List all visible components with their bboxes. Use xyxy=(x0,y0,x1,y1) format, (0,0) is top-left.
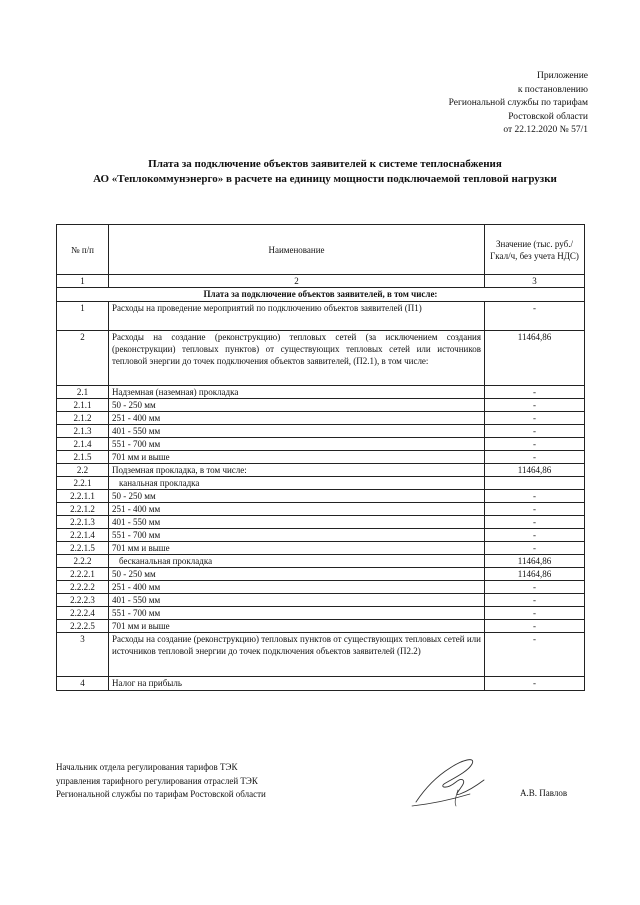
row-value: - xyxy=(485,399,585,412)
table-row xyxy=(57,451,585,464)
row-value: 11464,86 xyxy=(485,331,585,386)
table-row xyxy=(57,399,585,412)
table-row xyxy=(57,490,585,503)
table-row xyxy=(57,607,585,620)
column-number-row xyxy=(57,275,585,288)
row-num: 2.2.2.1 xyxy=(57,568,109,581)
signatory-position xyxy=(56,761,266,802)
table-row xyxy=(57,438,585,451)
column-number: 2 xyxy=(109,275,485,288)
row-value: - xyxy=(485,386,585,399)
row-num: 1 xyxy=(57,302,109,331)
row-name: Подземная прокладка, в том числе: xyxy=(109,464,485,477)
row-value: - xyxy=(485,542,585,555)
row-name: канальная прокладка xyxy=(109,477,485,490)
row-name: 50 - 250 мм xyxy=(109,490,485,503)
table-row xyxy=(57,594,585,607)
row-name: 401 - 550 мм xyxy=(109,516,485,529)
table-row xyxy=(57,412,585,425)
row-name: Расходы на создание (реконструкцию) тепловых пунктов от существующих тепловых сетей или источников тепловой энергии до точек подключения объектов заявителей (П2.2) xyxy=(109,633,485,677)
row-num: 2.2.1.4 xyxy=(57,529,109,542)
table-row xyxy=(57,542,585,555)
row-name: 251 - 400 мм xyxy=(109,412,485,425)
appendix-line: Приложение xyxy=(537,71,588,81)
tariff-table xyxy=(56,224,585,691)
row-num: 2.2.2 xyxy=(57,555,109,568)
row-value: - xyxy=(485,607,585,620)
row-num: 3 xyxy=(57,633,109,677)
table-row xyxy=(57,386,585,399)
header-value: Значение (тыс. руб./Гкал/ч, без учета НДС) xyxy=(485,225,585,275)
row-name: 50 - 250 мм xyxy=(109,399,485,412)
row-num: 2.1.5 xyxy=(57,451,109,464)
header-name: Наименование xyxy=(109,225,485,275)
row-num: 2.2.1.1 xyxy=(57,490,109,503)
row-num: 2.2.2.3 xyxy=(57,594,109,607)
row-num: 2.2 xyxy=(57,464,109,477)
row-name: 401 - 550 мм xyxy=(109,594,485,607)
row-name: Расходы на проведение мероприятий по подключению объектов заявителей (П1) xyxy=(109,302,485,331)
row-value: 11464,86 xyxy=(485,555,585,568)
row-name: бесканальная прокладка xyxy=(109,555,485,568)
document-title xyxy=(40,157,610,187)
table-row xyxy=(57,620,585,633)
appendix-line: от 22.12.2020 № 57/1 xyxy=(503,125,588,135)
row-name: 551 - 700 мм xyxy=(109,438,485,451)
row-value: 11464,86 xyxy=(485,464,585,477)
signer-name: А.В. Павлов xyxy=(520,788,568,798)
row-value: - xyxy=(485,503,585,516)
row-value: - xyxy=(485,425,585,438)
appendix-line: к постановлению xyxy=(517,84,588,95)
table-row xyxy=(57,568,585,581)
table-row xyxy=(57,677,585,691)
row-value xyxy=(485,477,585,490)
row-value: 11464,86 xyxy=(485,568,585,581)
row-value: - xyxy=(485,490,585,503)
row-name: 251 - 400 мм xyxy=(109,581,485,594)
row-value: - xyxy=(485,516,585,529)
row-name: Расходы на создание (реконструкцию) тепловых сетей (за исключением создания (реконструкции) тепловых пунктов) от существующих тепловых сетей или источников тепловой энергии до точек подключения объектов заявителей, (П2.1), в том числе: xyxy=(109,331,485,386)
row-name: 551 - 700 мм xyxy=(109,607,485,620)
row-name: 701 мм и выше xyxy=(109,451,485,464)
handwritten-signature xyxy=(410,750,490,810)
table-row xyxy=(57,302,585,331)
table-row xyxy=(57,516,585,529)
table-row xyxy=(57,425,585,438)
row-name: 701 мм и выше xyxy=(109,620,485,633)
title-line-1: Плата за подключение объектов заявителей к системе теплоснабжения xyxy=(148,158,502,170)
title-line-2: АО «Теплокоммунэнерго» в расчете на единицу мощности подключаемой тепловой нагрузки xyxy=(93,173,557,185)
row-name: Надземная (наземная) прокладка xyxy=(109,386,485,399)
table-row xyxy=(57,555,585,568)
row-num: 2.2.1.5 xyxy=(57,542,109,555)
header-num: № п/п xyxy=(57,225,109,275)
row-value: - xyxy=(485,302,585,331)
footer-line: управления тарифного регулирования отраслей ТЭК xyxy=(56,775,258,786)
table-row xyxy=(57,581,585,594)
table-row xyxy=(57,464,585,477)
row-value: - xyxy=(485,438,585,451)
row-name: 401 - 550 мм xyxy=(109,425,485,438)
appendix-line: Ростовской области xyxy=(508,111,588,122)
row-name: Налог на прибыль xyxy=(109,677,485,691)
table-row xyxy=(57,503,585,516)
column-number: 3 xyxy=(485,275,585,288)
row-num: 2.2.2.2 xyxy=(57,581,109,594)
row-name: 551 - 700 мм xyxy=(109,529,485,542)
table-row xyxy=(57,477,585,490)
section-title: Плата за подключение объектов заявителей, в том числе: xyxy=(57,288,585,302)
footer-line: Региональной службы по тарифам Ростовской области xyxy=(56,789,266,799)
row-num: 2.2.1.3 xyxy=(57,516,109,529)
row-num: 2.2.2.4 xyxy=(57,607,109,620)
row-num: 2.1.4 xyxy=(57,438,109,451)
row-name: 251 - 400 мм xyxy=(109,503,485,516)
row-value: - xyxy=(485,412,585,425)
row-value: - xyxy=(485,451,585,464)
row-value: - xyxy=(485,529,585,542)
row-num: 2.1.2 xyxy=(57,412,109,425)
row-value: - xyxy=(485,581,585,594)
row-name: 50 - 250 мм xyxy=(109,568,485,581)
row-value: - xyxy=(485,620,585,633)
footer-line: Начальник отдела регулирования тарифов ТЭК xyxy=(56,762,238,772)
row-num: 2.2.1 xyxy=(57,477,109,490)
row-num: 2.1 xyxy=(57,386,109,399)
appendix-line: Региональной службы по тарифам xyxy=(448,98,588,108)
row-num: 2.1.3 xyxy=(57,425,109,438)
section-row xyxy=(57,288,585,302)
table-row xyxy=(57,633,585,677)
column-number: 1 xyxy=(57,275,109,288)
row-num: 2.2.2.5 xyxy=(57,620,109,633)
row-num: 2.2.1.2 xyxy=(57,503,109,516)
table-header-row xyxy=(57,225,585,275)
row-name: 701 мм и выше xyxy=(109,542,485,555)
table-row xyxy=(57,529,585,542)
row-value: - xyxy=(485,677,585,691)
appendix-block xyxy=(449,70,588,138)
row-value: - xyxy=(485,633,585,677)
row-value: - xyxy=(485,594,585,607)
row-num: 2.1.1 xyxy=(57,399,109,412)
row-num: 4 xyxy=(57,677,109,691)
row-num: 2 xyxy=(57,331,109,386)
table-row xyxy=(57,331,585,386)
